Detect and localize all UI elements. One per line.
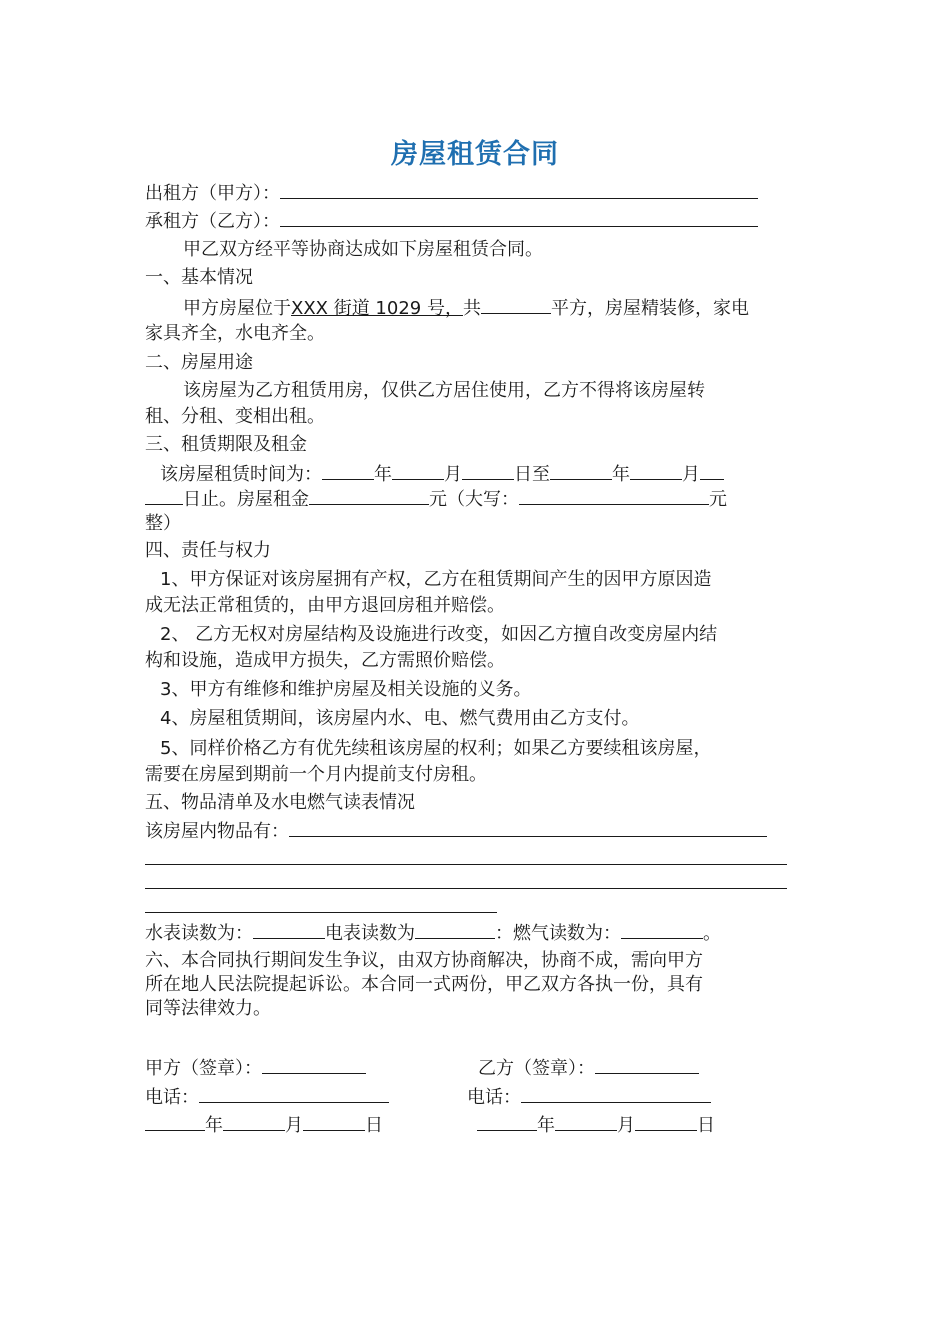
party-a-line [145,180,758,207]
party-a-blank[interactable] [280,180,758,199]
party-a-phone-blank[interactable] [199,1084,389,1103]
party-b-label: 承租方（乙方）： [145,211,280,232]
party-a-month-blank[interactable] [223,1112,285,1131]
section-4-heading: 四、责任与权力 [145,540,271,561]
section-1-para-line1 [183,295,749,322]
decoration-text: 平方，房屋精装修，家电 [550,298,749,319]
start-day-blank[interactable] [462,461,514,480]
section-6-line2: 所在地人民法院提起诉讼。本合同一式两份，甲乙双方各执一份，具有 [145,974,703,995]
duty-5-line2: 需要在房屋到期前一个月内提前支付房租。 [145,764,487,785]
duty-3: 3、甲方有维修和维护房屋及相关设施的义务。 [160,679,532,700]
party-a-seal-label: 甲方（签章）： [145,1058,262,1079]
start-month-blank[interactable] [392,461,444,480]
section-1-para-line2: 家具齐全，水电齐全。 [145,323,325,344]
area-blank[interactable] [481,295,551,314]
party-a-seal-line [145,1055,366,1082]
duty-5-line1: 5、同样价格乙方有优先续租该房屋的权利；如果乙方要续租该房屋， [160,738,712,759]
section-2-heading: 二、房屋用途 [145,352,253,373]
water-meter-label: 水表读数为： [145,923,253,944]
yuan-label: 元 [709,489,727,510]
party-a-seal-blank[interactable] [262,1055,366,1074]
items-blank-line3[interactable] [145,888,787,889]
meter-readings-line [145,920,721,947]
month-label: 月 [285,1115,303,1136]
party-b-phone-label: 电话： [467,1087,521,1108]
duty-2-line1: 2、 乙方无权对房屋结构及设施进行改变，如因乙方擅自改变房屋内结 [160,624,718,645]
water-meter-blank[interactable] [253,920,325,939]
document-title: 房屋租赁合同 [391,139,559,170]
day-label: 日 [697,1115,715,1136]
end-year-blank[interactable] [550,461,612,480]
year-label: 年 [612,464,630,485]
section-5-heading: 五、物品清单及水电燃气读表情况 [145,792,415,813]
duty-4: 4、房屋租赁期间，该房屋内水、电、燃气费用由乙方支付。 [160,708,640,729]
section-1-heading: 一、基本情况 [145,267,253,288]
section-6-line1: 六、本合同执行期间发生争议，由双方协商解决，协商不成，需向甲方 [145,950,703,971]
party-b-seal-label: 乙方（签章）： [478,1058,595,1079]
end-day-blank-start[interactable] [700,461,724,480]
party-b-month-blank[interactable] [555,1112,617,1131]
party-a-label: 出租方（甲方）： [145,183,280,204]
year-label: 年 [374,464,392,485]
party-b-day-blank[interactable] [635,1112,697,1131]
duty-2-line2: 构和设施，造成甲方损失，乙方需照价赔偿。 [145,650,505,671]
items-line [145,818,767,845]
period: 。 [703,923,721,944]
section-2-line1: 该房屋为乙方租赁用房，仅供乙方居住使用，乙方不得将该房屋转 [183,380,705,401]
year-label: 年 [205,1115,223,1136]
electric-meter-blank[interactable] [415,920,495,939]
section-6-line3: 同等法律效力。 [145,998,271,1019]
party-b-phone-line [467,1084,711,1111]
rent-amount-blank[interactable] [309,486,429,505]
party-b-year-blank[interactable] [477,1112,537,1131]
duty-1-line2: 成无法正常租赁的，由甲方退回房租并赔偿。 [145,595,505,616]
party-a-phone-label: 电话： [145,1087,199,1108]
rent-period-line1 [160,461,724,488]
items-blank-line2[interactable] [145,864,787,865]
gas-meter-label: ：燃气读数为： [495,923,621,944]
address-text: XXX 街道 1029 号， [291,298,463,319]
section-3-heading: 三、租赁期限及租金 [145,434,307,455]
day-to-label: 日至 [514,464,550,485]
party-a-year-blank[interactable] [145,1112,205,1131]
party-b-phone-blank[interactable] [521,1084,711,1103]
party-a-day-blank[interactable] [303,1112,365,1131]
section-2-line2: 租、分租、变相出租。 [145,406,325,427]
day-label: 日 [365,1115,383,1136]
end-day-blank[interactable] [145,486,183,505]
duty-1-line1: 1、甲方保证对该房屋拥有产权，乙方在租赁期间产生的因甲方原因造 [160,569,712,590]
month-label: 月 [682,464,700,485]
party-b-blank[interactable] [280,208,758,227]
start-year-blank[interactable] [322,461,374,480]
month-label: 月 [444,464,462,485]
month-label: 月 [617,1115,635,1136]
items-blank-line4[interactable] [145,912,497,913]
party-b-seal-blank[interactable] [595,1055,699,1074]
rent-capital-blank[interactable] [519,486,709,505]
rent-capital-label: 元（大写： [429,489,519,510]
party-b-line [145,208,758,235]
party-a-phone-line [145,1084,389,1111]
rent-period-label: 该房屋租赁时间为： [160,464,322,485]
party-a-date-line [145,1112,383,1139]
party-b-seal-line [478,1055,699,1082]
party-b-date-line [477,1112,715,1139]
end-month-blank[interactable] [630,461,682,480]
area-label: 共 [462,298,481,319]
items-blank[interactable] [289,818,767,837]
year-label: 年 [537,1115,555,1136]
items-label: 该房屋内物品有： [145,821,289,842]
rent-close: 整） [145,513,181,534]
rent-amount-label: 日止。房屋租金 [183,489,309,510]
electric-meter-label: 电表读数为 [325,923,415,944]
intro-text: 甲乙双方经平等协商达成如下房屋租赁合同。 [183,239,543,260]
rent-period-line2 [145,486,727,513]
location-label: 甲方房屋位于 [183,298,291,319]
gas-meter-blank[interactable] [621,920,703,939]
